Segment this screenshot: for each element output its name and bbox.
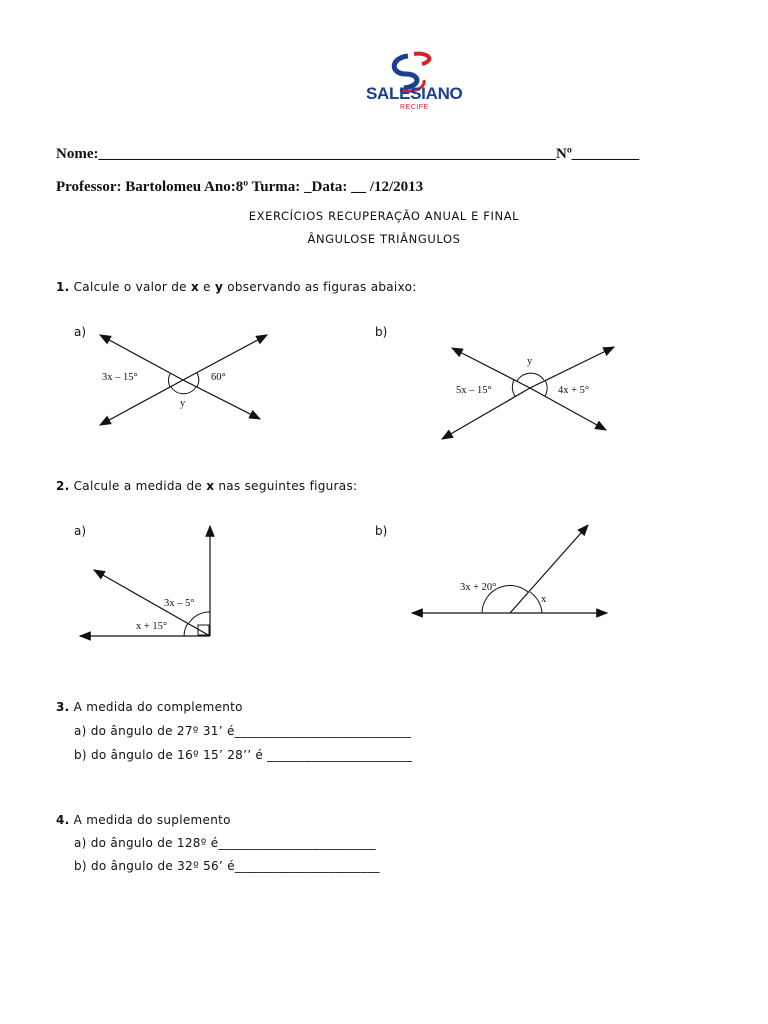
question-2 [56, 479, 357, 493]
question-1-number: 1. [56, 280, 70, 294]
question-2-text-b: nas seguintes figuras: [214, 479, 358, 493]
q2-b-right-angle: x [541, 594, 547, 605]
logo-city: RECIFE [400, 104, 429, 111]
q2-a-arc-upper [189, 612, 210, 623]
q2-b-left-angle: 3x + 20° [460, 582, 497, 593]
question-4-item-b: b) do ângulo de 32º 56’ é_______________________ [74, 859, 380, 873]
question-1-text-b: e [199, 280, 215, 294]
question-1-text-c: observando as figuras abaixo: [223, 280, 417, 294]
question-3-number: 3. [56, 700, 70, 714]
question-2-number: 2. [56, 479, 70, 493]
question-3-text: A medida do complemento [69, 700, 243, 714]
q1-a-bottom-angle: y [180, 398, 186, 409]
question-4-text: A medida do suplemento [69, 813, 231, 827]
question-1 [56, 280, 417, 294]
question-4-item-a: a) do ângulo de 128º é_________________________ [74, 836, 376, 850]
q1-b-line-2 [530, 347, 614, 388]
question-4-number: 4. [56, 813, 70, 827]
q2-a-figure [78, 522, 228, 652]
q1-b-arc-left [512, 380, 515, 396]
question-3-item-a: a) do ângulo de 27º 31’ é____________________________ [74, 724, 412, 738]
number-line: _________ [571, 146, 640, 162]
q1-a-figure [95, 325, 295, 435]
q2-a-arc-lower [184, 623, 188, 636]
q1-a-left-angle: 3x – 15° [102, 372, 138, 383]
q2-a-label: a) [74, 524, 87, 538]
school-logo [360, 50, 470, 116]
question-1-text-a: Calcule o valor de [69, 280, 191, 294]
page-title: EXERCÍCIOS RECUPERAÇÃO ANUAL E FINAL [248, 209, 520, 223]
q1-b-label: b) [375, 325, 388, 339]
q1-a-line-1b [183, 380, 260, 419]
q1-b-figure [438, 340, 638, 450]
question-3 [56, 700, 243, 714]
q2-a-lower-angle: x + 15° [136, 621, 168, 632]
question-2-text-a: Calcule a medida de [69, 479, 207, 493]
q2-b-figure [410, 520, 610, 620]
name-label: Nome: [56, 146, 99, 162]
q2-a-upper-angle: 3x – 5° [164, 598, 195, 609]
q1-b-arc-top [517, 373, 544, 381]
q1-a-label: a) [74, 325, 87, 339]
q1-b-line-1 [452, 348, 530, 388]
q1-b-arc-right [545, 380, 547, 396]
q1-b-left-angle: 5x – 15° [456, 385, 492, 396]
page-subtitle: ÂNGULOSE TRIÂNGULOS [307, 232, 461, 246]
q1-a-arc-bottom [171, 387, 196, 394]
question-3-item-b: b) do ângulo de 16º 15’ 28’’ é _______________________ [74, 748, 413, 762]
q1-a-arc-left [169, 374, 170, 387]
name-line: _____________________________________________________________ [98, 146, 556, 162]
q2-b-label: b) [375, 524, 388, 538]
q1-b-right-angle: 4x + 5° [558, 385, 590, 396]
q1-b-top-angle: y [527, 356, 533, 367]
number-label: Nº [555, 146, 572, 162]
q1-a-right-angle: 60° [211, 372, 226, 383]
q1-a-arc-right [197, 373, 199, 387]
question-1-var-x: x [190, 280, 200, 294]
name-field [56, 146, 639, 163]
logo-name: SALESIANO [366, 84, 463, 103]
question-4 [56, 813, 231, 827]
q2-b-oblique-ray [510, 525, 588, 613]
question-1-var-y: y [214, 280, 224, 294]
q1-a-line-2b [100, 380, 183, 425]
professor-line: Professor: Bartolomeu Ano:8º Turma: _Data: __ /12/2013 [56, 179, 424, 195]
question-2-var-x: x [206, 479, 215, 493]
